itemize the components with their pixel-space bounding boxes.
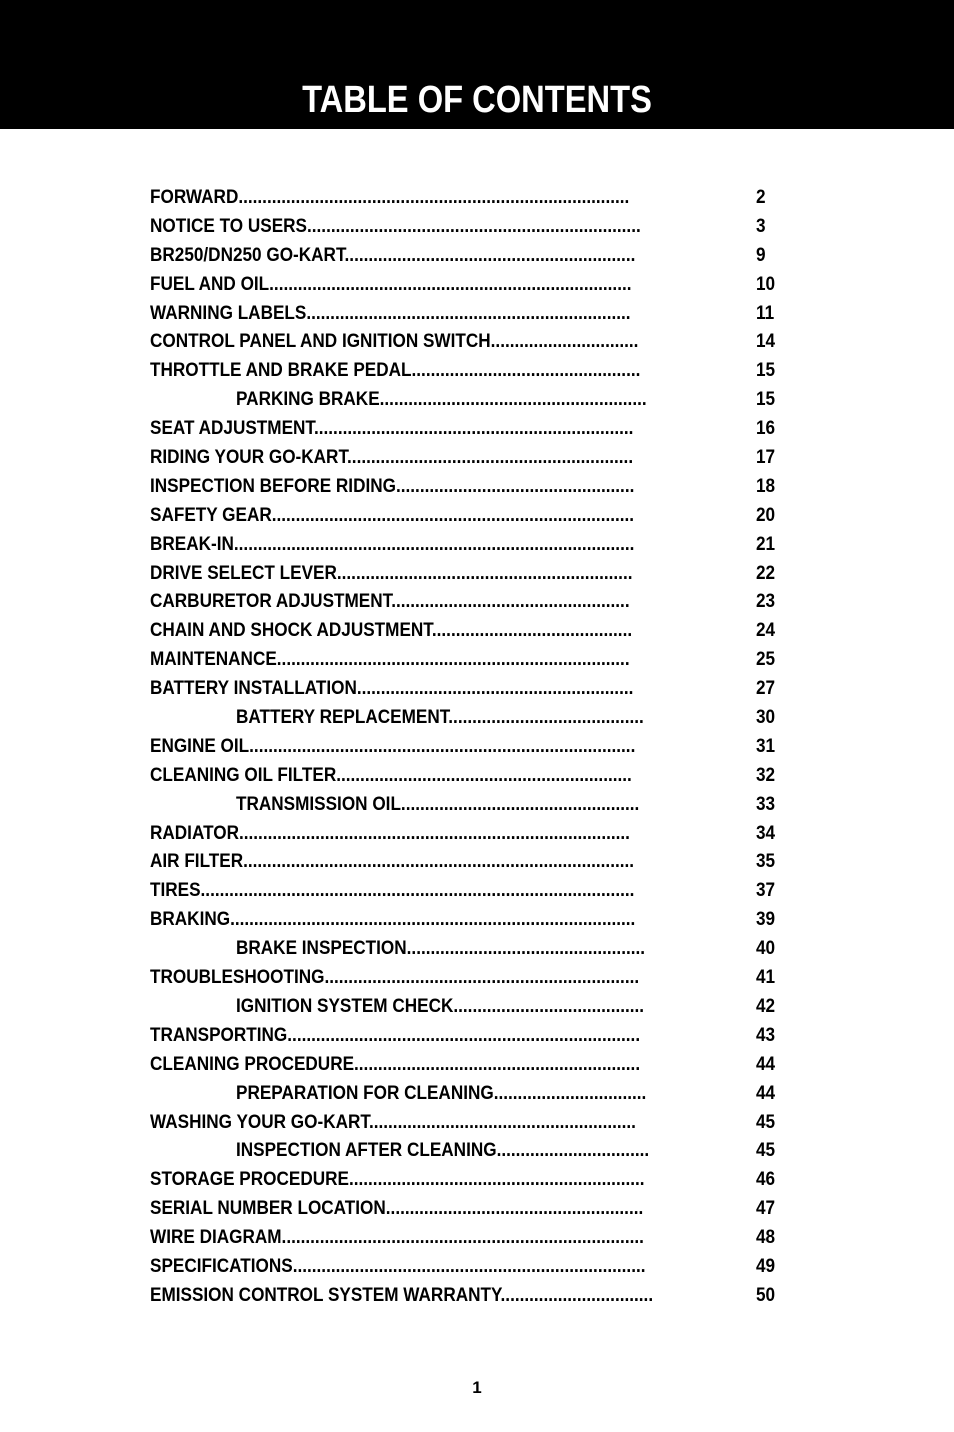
toc-entry-label: BATTERY REPLACEMENT......................................... (236, 706, 644, 729)
toc-entry-page: 43 (756, 1023, 776, 1046)
toc-entry (0, 1136, 954, 1165)
toc-entry (0, 1281, 954, 1310)
toc-entry-label: AIR FILTER.................................................................................. (150, 850, 635, 873)
toc-entry-page: 35 (756, 850, 776, 873)
toc-entry (0, 327, 954, 356)
toc-entry (0, 876, 954, 905)
toc-entry-label: SAFETY GEAR............................................................................ (150, 503, 635, 526)
toc-entry (0, 732, 954, 761)
toc-entry (0, 299, 954, 328)
toc-entry-page: 50 (756, 1283, 776, 1306)
toc-entry-label: BR250/DN250 GO-KART............................................................. (150, 243, 636, 266)
toc-entry-page: 37 (756, 879, 776, 902)
toc-entry-label: CHAIN AND SHOCK ADJUSTMENT.......................................... (150, 619, 633, 642)
toc-entry-label: BRAKE INSPECTION.................................................. (236, 937, 646, 960)
toc-entry-label: SPECIFICATIONS.......................................................................... (150, 1254, 646, 1277)
toc-entry (0, 501, 954, 530)
toc-entry-page: 16 (756, 417, 776, 440)
toc-entry (0, 385, 954, 414)
toc-entry (0, 703, 954, 732)
toc-entry-page: 44 (756, 1052, 776, 1075)
toc-entry (0, 241, 954, 270)
toc-entry-page: 9 (756, 243, 766, 266)
toc-entry (0, 847, 954, 876)
toc-entry (0, 270, 954, 299)
toc-entry (0, 1223, 954, 1252)
toc-entry-label: IGNITION SYSTEM CHECK........................................ (236, 994, 645, 1017)
toc-entry-page: 34 (756, 821, 776, 844)
toc-entry-label: BATTERY INSTALLATION.......................................................... (150, 677, 634, 700)
toc-entry-page: 45 (756, 1110, 776, 1133)
toc-entry-page: 18 (756, 474, 776, 497)
toc-entry-page: 48 (756, 1226, 776, 1249)
toc-entry-page: 31 (756, 734, 776, 757)
toc-entry-label: EMISSION CONTROL SYSTEM WARRANTY................................ (150, 1283, 654, 1306)
toc-entry (0, 212, 954, 241)
toc-entry (0, 645, 954, 674)
toc-entry-page: 11 (756, 301, 775, 324)
toc-entry-page: 32 (756, 763, 776, 786)
toc-entry-page: 47 (756, 1197, 776, 1220)
toc-entry (0, 905, 954, 934)
toc-entry-label: TRANSMISSION OIL.................................................. (236, 792, 640, 815)
toc-entry (0, 1108, 954, 1137)
toc-entry (0, 183, 954, 212)
toc-entry-page: 2 (756, 186, 766, 208)
toc-entry-label: STORAGE PROCEDURE.............................................................. (150, 1168, 645, 1191)
toc-entry (0, 530, 954, 559)
toc-entry-label: CONTROL PANEL AND IGNITION SWITCH............................... (150, 330, 639, 353)
toc-entry-label: TIRES........................................................................................... (150, 879, 635, 902)
table-of-contents (0, 183, 954, 1310)
toc-entry-page: 17 (756, 446, 776, 469)
toc-entry (0, 1021, 954, 1050)
toc-entry-page: 15 (756, 359, 776, 382)
toc-entry-label: DRIVE SELECT LEVER.............................................................. (150, 561, 633, 584)
toc-entry (0, 616, 954, 645)
toc-entry-page: 22 (756, 561, 776, 584)
toc-entry-page: 45 (756, 1139, 776, 1162)
toc-entry (0, 356, 954, 385)
toc-entry (0, 559, 954, 588)
page-title: TABLE OF CONTENTS (302, 79, 652, 121)
toc-entry (0, 1252, 954, 1281)
toc-entry (0, 674, 954, 703)
toc-entry-page: 15 (756, 388, 776, 411)
toc-entry-label: BRAKING..................................................................................... (150, 908, 636, 931)
toc-entry-label: NOTICE TO USERS...................................................................... (150, 214, 641, 237)
toc-entry-page: 25 (756, 648, 776, 671)
toc-entry-label: BREAK-IN.................................................................................... (150, 532, 635, 555)
toc-entry-page: 21 (756, 532, 776, 555)
toc-entry (0, 414, 954, 443)
toc-entry (0, 934, 954, 963)
toc-entry-label: RIDING YOUR GO-KART............................................................ (150, 446, 634, 469)
toc-entry (0, 587, 954, 616)
toc-entry-label: TROUBLESHOOTING.................................................................. (150, 966, 640, 989)
toc-entry-label: ENGINE OIL................................................................................. (150, 734, 636, 757)
toc-entry-label: WASHING YOUR GO-KART........................................................ (150, 1110, 636, 1133)
toc-entry-page: 46 (756, 1168, 776, 1191)
toc-entry-label: FORWARD.................................................................................. (150, 186, 630, 208)
toc-entry (0, 963, 954, 992)
toc-entry-page: 49 (756, 1254, 776, 1277)
toc-entry-page: 44 (756, 1081, 776, 1104)
toc-entry (0, 761, 954, 790)
toc-entry (0, 819, 954, 848)
toc-entry (0, 1079, 954, 1108)
toc-entry-page: 39 (756, 908, 776, 931)
toc-entry-page: 40 (756, 937, 776, 960)
toc-entry-page: 41 (756, 966, 776, 989)
toc-entry (0, 443, 954, 472)
toc-entry (0, 992, 954, 1021)
toc-entry-label: CLEANING PROCEDURE............................................................ (150, 1052, 641, 1075)
toc-entry (0, 1050, 954, 1079)
toc-entry-label: PREPARATION FOR CLEANING................................ (236, 1081, 647, 1104)
toc-entry-label: WIRE DIAGRAM............................................................................ (150, 1226, 644, 1249)
toc-entry-page: 23 (756, 590, 776, 613)
toc-entry-label: PARKING BRAKE........................................................ (236, 388, 647, 411)
page-number: 1 (472, 1378, 482, 1397)
toc-entry-page: 30 (756, 706, 776, 729)
toc-entry-label: CLEANING OIL FILTER.............................................................. (150, 763, 632, 786)
toc-entry (0, 1194, 954, 1223)
toc-entry-label: INSPECTION AFTER CLEANING................................ (236, 1139, 650, 1162)
toc-entry-label: CARBURETOR ADJUSTMENT.................................................. (150, 590, 630, 613)
toc-entry-label: INSPECTION BEFORE RIDING.................................................. (150, 474, 635, 497)
toc-entry-label: RADIATOR.................................................................................. (150, 821, 630, 844)
toc-entry (0, 472, 954, 501)
toc-entry-label: THROTTLE AND BRAKE PEDAL................................................ (150, 359, 641, 382)
toc-entry-label: SERIAL NUMBER LOCATION...................................................... (150, 1197, 644, 1220)
toc-entry (0, 790, 954, 819)
toc-entry-label: SEAT ADJUSTMENT................................................................... (150, 417, 634, 440)
toc-entry-label: MAINTENANCE.......................................................................... (150, 648, 630, 671)
toc-entry-label: WARNING LABELS.................................................................... (150, 301, 631, 324)
toc-entry-page: 20 (756, 503, 776, 526)
toc-entry-label: TRANSPORTING.......................................................................... (150, 1023, 641, 1046)
toc-entry (0, 1165, 954, 1194)
toc-entry-page: 33 (756, 792, 776, 815)
toc-entry-label: FUEL AND OIL............................................................................ (150, 272, 632, 295)
toc-entry-page: 42 (756, 994, 776, 1017)
toc-entry-page: 3 (756, 214, 766, 237)
toc-entry-page: 27 (756, 677, 776, 700)
toc-entry-page: 10 (756, 272, 776, 295)
toc-entry-page: 24 (756, 619, 776, 642)
toc-entry-page: 14 (756, 330, 776, 353)
